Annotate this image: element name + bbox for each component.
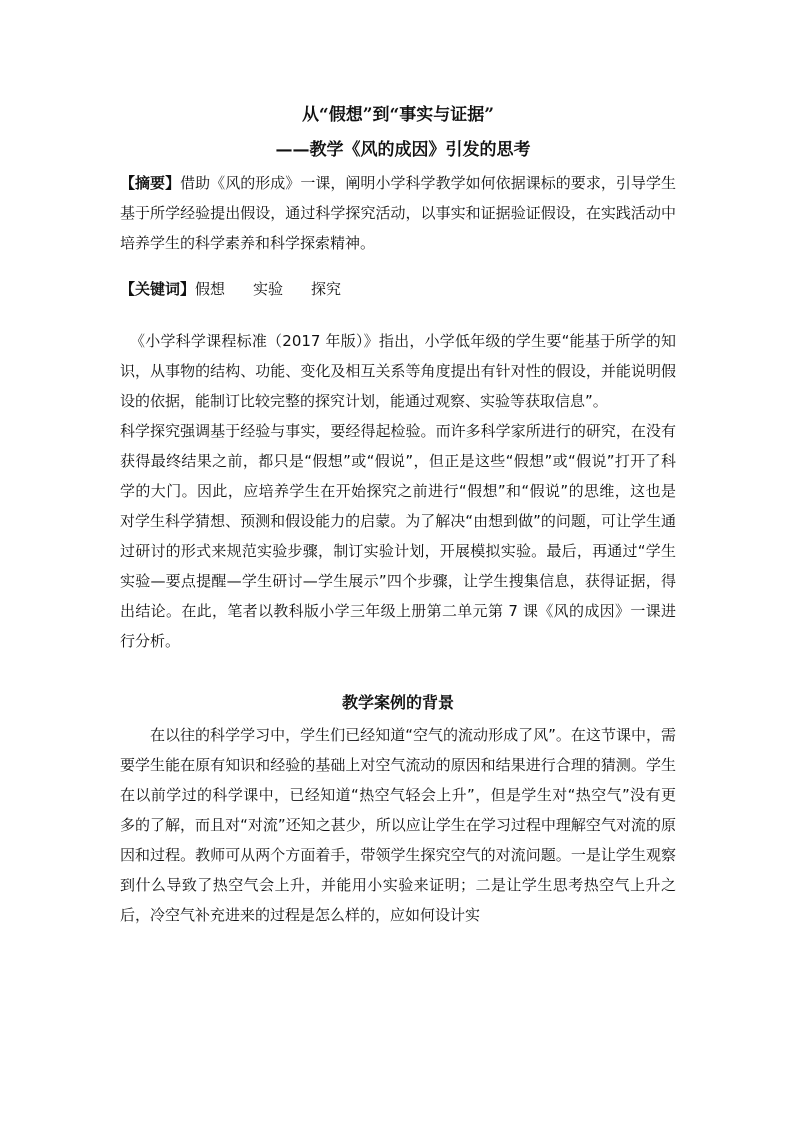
abstract-text: 借助《风的形成》一课，阐明小学科学教学如何依据课标的要求，引导学生基于所学经验提出假设，通过科学探究活动，以事实和证据验证假设，在实践活动中培养学生的科学素养和科学探索精神。 [120,174,676,252]
document-page [120,100,676,930]
document-title: 从“假想”到“事实与证据” [301,105,495,125]
document-subtitle: ——教学《风的成因》引发的思考 [275,140,531,160]
section-paragraph: 在以往的科学学习中，学生们已经知道“空气的流动形成了风”。在这节课中，需要学生能在原有知识和经验的基础上对空气流动的原因和结果进行合理的猜测。学生在以前学过的科学课中，已经知道“热空气轻会上升”，但是学生对“热空气”没有更多的了解，而且对“对流”还知之甚少，所以应让学生在学习过程中理解空气对流的原因和过程。教师可从两个方面着手，带领学生探究空气的对流问题。一是让学生观察到什么导致了热空气会上升，并能用小实验来证明；二是让学生思考热空气上升之后，冷空气补充进来的过程是怎么样的，应如何设计实 [120,726,676,924]
body-paragraph: 科学探究强调基于经验与事实，要经得起检验。而许多科学家所进行的研究，在没有获得最终结果之前，都只是“假想”或“假说”，但正是这些“假想”或“假说”打开了科学的大门。因此，应培养学生在开始探究之前进行“假想”和“假说”的思维，这也是对学生科学猜想、预测和假设能力的启蒙。为了解决“由想到做”的问题，可让学生通过研讨的形式来规范实验步骤，制订实验计划，开展模拟实验。最后，再通过“学生实验—要点提醒—学生研讨—学生展示”四个步骤，让学生搜集信息，获得证据，得出结论。在此，笔者以教科版小学三年级上册第二单元第 7 课《风的成因》一课进行分析。 [120,422,676,650]
keyword-item: 实验 [253,280,284,298]
keyword-item: 探究 [311,280,342,298]
section-heading: 教学案例的背景 [341,693,454,712]
keyword-item: 假想 [195,280,226,298]
keywords-label: 【关键词】 [120,280,196,298]
abstract-label: 【摘要】 [120,174,181,192]
body-paragraph: 《小学科学课程标准（2017 年版）》指出，小学低年级的学生要“能基于所学的知识，从事物的结构、功能、变化及相互关系等角度提出有针对性的假设，并能说明假设的依据，能制订比较完整的探究计划，能通过观察、实验等获取信息”。 [120,332,676,410]
abstract [120,168,676,258]
keywords [120,274,676,304]
